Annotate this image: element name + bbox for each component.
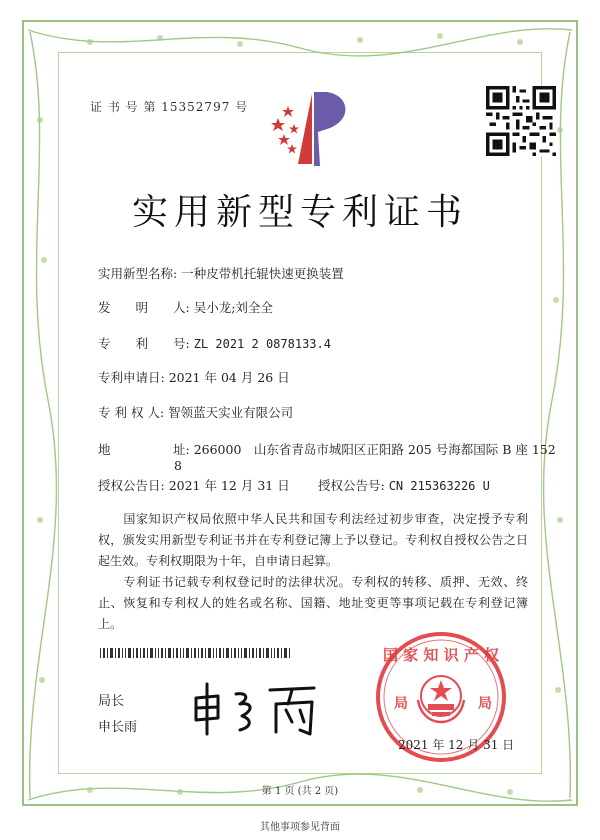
field-utility-name <box>98 264 344 282</box>
cnipa-logo <box>268 88 358 166</box>
field-label: 授权公告日: <box>98 478 165 493</box>
field-address-line2: 8 <box>174 458 182 473</box>
field-value: 266000 山东省青岛市城阳区正阳路 205 号海都国际 B 座 152 <box>193 442 556 457</box>
field-patent-number <box>98 334 331 352</box>
field-label: 专利申请日: <box>98 370 165 385</box>
field-label: 实用新型名称: <box>98 266 178 281</box>
field-value: 一种皮带机托辊快速更换装置 <box>181 266 344 281</box>
footer-note: 其他事项参见背面 <box>260 822 340 833</box>
field-label: 地 址: <box>98 442 190 457</box>
field-inventor <box>98 298 273 316</box>
seal-text-top: 国 家 知 识 产 权 <box>382 646 500 664</box>
certificate-title: 实用新型专利证书 <box>131 192 468 233</box>
field-value: 吴小龙;刘全全 <box>193 300 273 315</box>
field-label: 授权公告号: <box>318 478 385 493</box>
qr-code <box>486 86 556 156</box>
field-value: 2021 年 12 月 31 日 <box>168 478 290 493</box>
field-label: 发 明 人: <box>98 300 190 315</box>
field-value: CN 215363226 U <box>388 479 490 493</box>
field-value: 智领蓝天实业有限公司 <box>168 405 294 420</box>
field-label: 专 利 权 人: <box>98 405 165 420</box>
director-title: 局长 <box>98 694 125 709</box>
seal-date: 2021 年 12 月 31 日 <box>398 738 515 752</box>
field-filing-date <box>98 368 290 386</box>
field-address <box>98 440 556 458</box>
field-value: ZL 2021 2 0878133.4 <box>193 337 331 351</box>
field-label: 专 利 号: <box>98 336 190 351</box>
legal-paragraph-2: 专利证书记载专利权登记时的法律状况。专利权的转移、质押、无效、终止、恢复和专利权人的姓名或名称、国籍、地址变更等事项记载在专利登记簿上。 <box>98 575 528 631</box>
field-announcement-number <box>318 476 490 494</box>
director-name: 申长雨 <box>98 720 138 735</box>
field-patentee <box>98 403 293 421</box>
certificate-number: 证 书 号 第 15352797 号 <box>90 100 249 114</box>
field-value: 2021 年 04 月 26 日 <box>168 370 290 385</box>
svg-text:局: 局 <box>478 696 492 712</box>
page-indicator: 第 1 页 (共 2 页) <box>261 786 339 797</box>
field-grant-date <box>98 476 290 494</box>
legal-paragraph-1: 国家知识产权局依照中华人民共和国专利法经过初步审查，决定授予专利权，颁发实用新型专利证书并在专利登记簿上予以登记。专利权自授权公告之日起生效。专利权期限为十年，自申请日起算。 <box>98 512 528 568</box>
svg-text:局: 局 <box>394 696 408 712</box>
barcode <box>100 648 290 658</box>
director-signature <box>188 676 328 738</box>
